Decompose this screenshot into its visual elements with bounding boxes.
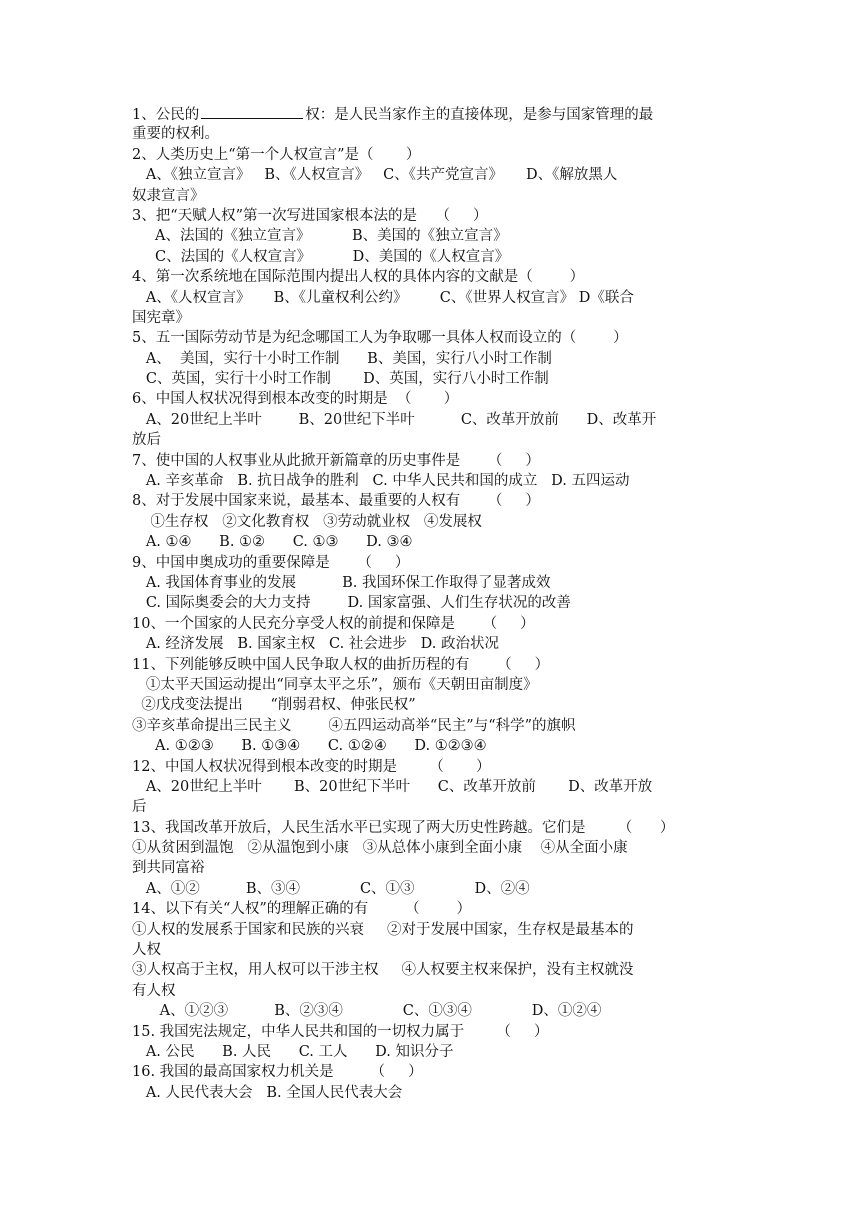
question-list	[132, 104, 732, 1103]
text-line: A、20世纪上半叶 B、20世纪下半叶 C、改革开放前 D、改革开	[132, 411, 657, 428]
text-line: 11、下列能够反映中国人民争取人权的曲折历程的有 （ ）	[132, 656, 550, 673]
text-line: A. ①②③ B. ①③④ C. ①②④ D. ①②③④	[132, 738, 487, 755]
text-line: C、法国的《人权宣言》 D、美国的《人权宣言》	[132, 248, 510, 265]
text-line: 16. 我国的最高国家权力机关是 （ ）	[132, 1064, 423, 1081]
text-line: 12、中国人权状况得到根本改变的时期是 （ ）	[132, 758, 491, 775]
text-line: A、 美国，实行十小时工作制 B、美国，实行八小时工作制	[132, 350, 552, 367]
text-line: 6、中国人权状况得到根本改变的时期是 （ ）	[132, 391, 459, 408]
text-line: C. 国际奥委会的大力支持 D. 国家富强、人们生存状况的改善	[132, 595, 571, 612]
fill-in-blank	[201, 104, 303, 119]
text-line: ③辛亥革命提出三民主义 ④五四运动高举“民主”与“科学”的旗帜	[132, 717, 576, 734]
text-line: 7、使中国的人权事业从此掀开新篇章的历史事件是 （ ）	[132, 452, 540, 469]
text-line: 国宪章》	[132, 309, 190, 326]
text-line: A. 人民代表大会 B. 全国人民代表大会	[132, 1084, 403, 1101]
text-line: A. 公民 B. 人民 C. 工人 D. 知识分子	[132, 1043, 454, 1060]
text-line: ①太平天国运动提出“同享太平之乐”，颁布《天朝田亩制度》	[132, 676, 538, 693]
text-line: 3、把“天赋人权”第一次写进国家根本法的是 （ ）	[132, 207, 488, 224]
question-1-suffix: 权：是人民当家作主的直接体现，是参与国家管理的最	[305, 107, 654, 123]
text-line: 5、五一国际劳动节是为纪念哪国工人为争取哪一具体人权而设立的（ ）	[132, 330, 628, 347]
text-line: 奴隶宣言》	[132, 187, 205, 204]
text-line: A. 辛亥革命 B. 抗日战争的胜利 C. 中华人民共和国的成立 D. 五四运动	[132, 473, 630, 490]
text-line: ①生存权 ②文化教育权 ③劳动就业权 ④发展权	[132, 513, 482, 530]
text-line: 4、第一次系统地在国际范围内提出人权的具体内容的文献是（ ）	[132, 269, 585, 286]
text-line: A. ①④ B. ①② C. ①③ D. ③④	[132, 534, 413, 551]
text-line: ①从贫困到温饱 ②从温饱到小康 ③从总体小康到全面小康 ④从全面小康	[132, 840, 628, 857]
text-line: 10、一个国家的人民充分享受人权的前提和保障是 （ ）	[132, 615, 535, 632]
question-1-prefix: 1、公民的	[132, 107, 200, 123]
text-line: A. 我国体育事业的发展 B. 我国环保工作取得了显著成效	[132, 574, 551, 591]
text-line: 8、对于发展中国家来说，最基本、最重要的人权有 （ ）	[132, 493, 540, 510]
text-line: ②戊戌变法提出 “削弱君权、伸张民权”	[132, 697, 416, 714]
text-line: ③人权高于主权，用人权可以干涉主权 ④人权要主权来保护，没有主权就没	[132, 962, 634, 979]
text-line: 9、中国申奥成功的重要保障是 （ ）	[132, 554, 410, 571]
text-line: A、法国的《独立宣言》 B、美国的《独立宣言》	[132, 228, 508, 245]
text-line: A、①②③ B、②③④ C、①③④ D、①②④	[132, 1003, 602, 1020]
text-line: 13、我国改革开放后，人民生活水平已实现了两大历史性跨越。它们是 （ ）	[132, 819, 675, 836]
text-line: C、英国，实行十小时工作制 D、英国，实行八小时工作制	[132, 371, 549, 388]
text-line: 14、以下有关“人权”的理解正确的有 （ ）	[132, 901, 472, 918]
text-line: 有人权	[132, 982, 176, 999]
question-1-line	[132, 104, 732, 124]
text-line: 后	[132, 799, 147, 816]
text-line: 2、人类历史上“第一个人权宣言”是（ ）	[132, 146, 421, 163]
text-line: A. 经济发展 B. 国家主权 C. 社会进步 D. 政治状况	[132, 636, 499, 653]
text-line: 15. 我国宪法规定，中华人民共和国的一切权力属于 （ ）	[132, 1023, 549, 1040]
text-line: A、20世纪上半叶 B、20世纪下半叶 C、改革开放前 D、改革开放	[132, 778, 653, 795]
text-line: A、①② B、③④ C、①③ D、②④	[132, 880, 530, 897]
text-line: A、《独立宣言》 B、《人权宣言》 C、《共产党宣言》 D、《解放黑人	[132, 167, 618, 184]
text-line: 放后	[132, 432, 161, 449]
text-line: A、《人权宣言》 B、《儿童权利公约》 C、《世界人权宣言》 D《联合	[132, 289, 634, 306]
text-line: 到共同富裕	[132, 860, 205, 877]
text-line: 人权	[132, 942, 161, 959]
text-line: ①人权的发展系于国家和民族的兴衰 ②对于发展中国家，生存权是最基本的	[132, 921, 634, 938]
question-1-continuation: 重要的权利。	[132, 126, 219, 143]
